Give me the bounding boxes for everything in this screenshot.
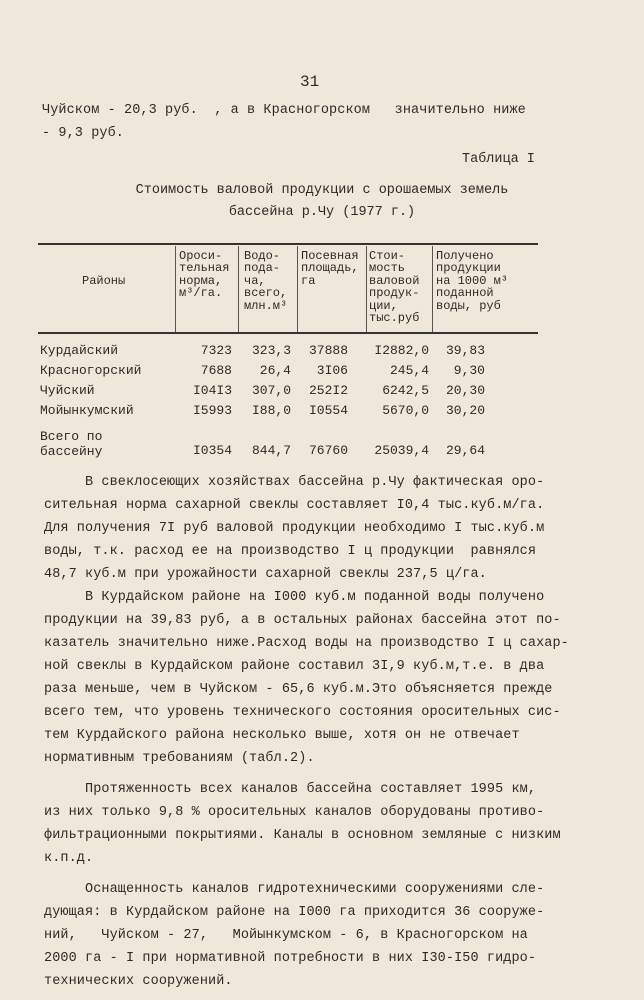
column-divider [366, 246, 367, 332]
table-cell: 30,20 [445, 403, 485, 418]
body-line: 48,7 куб.м при урожайности сахарной свеклы 237,5 ц/га. [44, 567, 487, 582]
table-cell: 252I2 [308, 383, 348, 398]
table-cell: 844,7 [251, 443, 291, 458]
table-cell: 26,4 [259, 363, 291, 378]
table-cell: 9,30 [453, 363, 485, 378]
table-top-rule [38, 243, 538, 245]
intro-line: - 9,3 руб. [42, 126, 125, 141]
body-line: Для получения 7I руб валовой продукции необходимо I тыс.куб.м [44, 521, 545, 536]
body-line: ной свеклы в Курдайском районе составил 3I,9 куб.м,т.е. в два [44, 659, 545, 674]
table-cell: I04I3 [192, 383, 232, 398]
table-cell: I2882,0 [374, 343, 429, 358]
body-line: нормативным требованиям (табл.2). [44, 751, 315, 766]
body-line: всего тем, что уровень технического состояния оросительных сис- [44, 705, 561, 720]
body-line: к.п.д. [44, 851, 94, 866]
table-cell: I0554 [308, 403, 348, 418]
table-cell: 6242,5 [382, 383, 429, 398]
body-line: казатель значительно ниже.Расход воды на производство I ц сахар- [44, 636, 569, 651]
column-header: Ороси- тельная норма, м³/га. [179, 249, 230, 301]
table-cell: 307,0 [251, 383, 291, 398]
column-header: Районы [82, 274, 126, 288]
table-cell: 29,64 [445, 443, 485, 458]
table-title: бассейна р.Чу (1977 г.) [228, 205, 416, 220]
body-line: Оснащенность каналов гидротехническими сооружениями сле- [44, 882, 545, 897]
row-label: Курдайский [40, 343, 119, 358]
body-line: фильтрационными покрытиями. Каналы в основном земляные с низким [44, 828, 561, 843]
total-label: Всего по [40, 429, 103, 444]
column-divider [238, 246, 239, 332]
page-number: 31 [300, 73, 320, 91]
table-cell: 7688 [200, 363, 232, 378]
table-cell: I88,0 [251, 403, 291, 418]
row-label: Чуйский [40, 383, 95, 398]
table-cell: 3I06 [316, 363, 348, 378]
table-label: Таблица I [462, 152, 535, 167]
table-header-rule [38, 332, 538, 334]
body-line: В свеклосеющих хозяйствах бассейна р.Чу фактическая оро- [44, 475, 545, 490]
total-label: бассейну [40, 444, 103, 459]
table-cell: 20,30 [445, 383, 485, 398]
intro-line: Чуйском - 20,3 руб. , а в Красногорском значительно ниже [42, 103, 526, 118]
column-header: Водо- пода- ча, всего, млн.м³ [244, 249, 288, 313]
table-cell: I0354 [192, 443, 232, 458]
body-line: 2000 га - I при нормативной потребности в них I30-I50 гидро- [44, 951, 537, 966]
table-cell: 25039,4 [374, 443, 429, 458]
table-cell: 5670,0 [382, 403, 429, 418]
table-title: Стоимость валовой продукции с орошаемых земель [135, 183, 509, 198]
body-line: из них только 9,8 % оросительных каналов оборудованы противо- [44, 805, 545, 820]
table-cell: 245,4 [389, 363, 429, 378]
column-divider [175, 246, 176, 332]
body-line: тем Курдайского района несколько выше, хотя он не отвечает [44, 728, 520, 743]
body-line: технических сооружений. [44, 974, 233, 989]
body-line: Протяженность всех каналов бассейна составляет 1995 км, [44, 782, 537, 797]
table-cell: 7323 [200, 343, 232, 358]
column-header: Получено продукции на 1000 м³ поданной воды, руб [436, 249, 509, 313]
body-line: дующая: в Курдайском районе на I000 га приходится 36 сооруже- [44, 905, 545, 920]
column-header: Стои- мость валовой продук- ции, тыс.руб [369, 249, 420, 326]
row-label: Красногорский [40, 363, 142, 378]
body-line: В Курдайском районе на I000 куб.м поданной воды получено [44, 590, 545, 605]
column-divider [432, 246, 433, 332]
table-cell: 39,83 [445, 343, 485, 358]
body-line: сительная норма сахарной свеклы составляет I0,4 тыс.куб.м/га. [44, 498, 545, 513]
table-cell: 323,3 [251, 343, 291, 358]
body-line: ний, Чуйском - 27, Мойынкумском - 6, в Красногорском на [44, 928, 528, 943]
body-line: раза меньше, чем в Чуйском - 65,6 куб.м.Это объясняется прежде [44, 682, 553, 697]
table-cell: 37888 [308, 343, 348, 358]
column-divider [297, 246, 298, 332]
row-label: Мойынкумский [40, 403, 134, 418]
body-line: продукции на 39,83 руб, а в остальных районах бассейна этот по- [44, 613, 561, 628]
table-cell: 76760 [308, 443, 348, 458]
body-line: воды, т.к. расход ее на производство I ц продукции равнялся [44, 544, 537, 559]
column-header: Посевная площадь, га [301, 249, 359, 288]
table-cell: I5993 [192, 403, 232, 418]
